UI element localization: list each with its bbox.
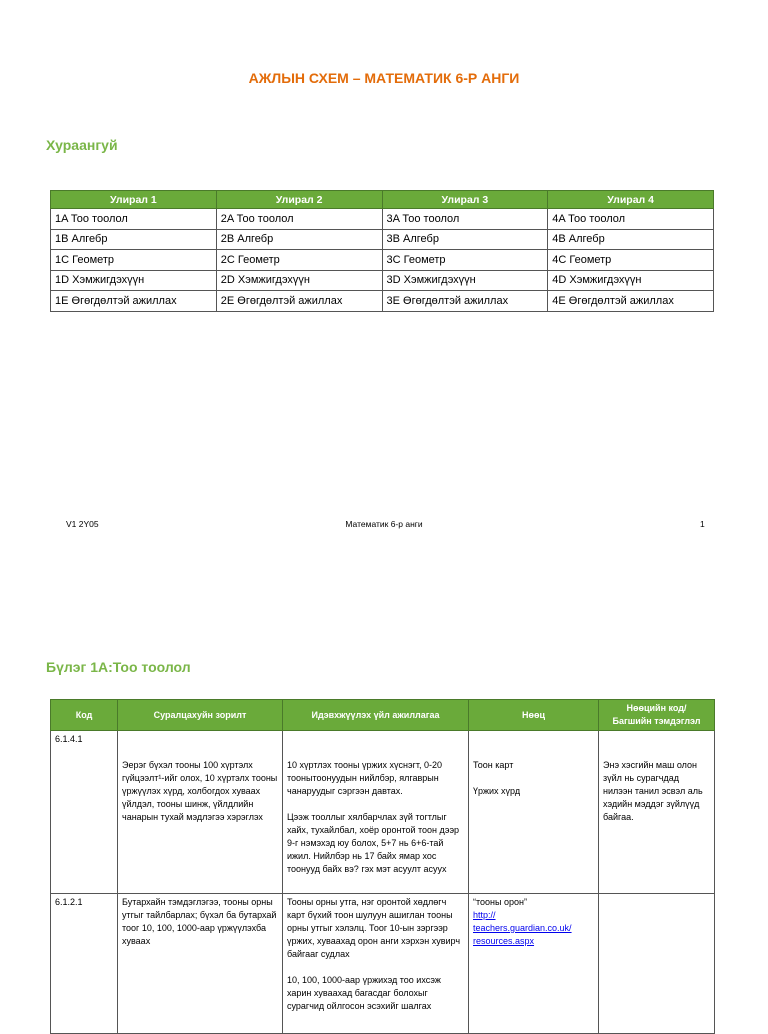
table-cell: 1E Өгөгдөлтэй ажиллах: [51, 291, 217, 312]
table-row: [51, 250, 714, 271]
table-cell: 4B Алгебр: [548, 229, 714, 250]
terms-overview-table: [50, 190, 714, 312]
learning-objective: Бутархайн тэмдэглэгээ, тооны орны утгыг тайлбарлах; бүхэл ба бутархай тоог 10, 100, 1000-аар үржүүлэхба хуваах: [118, 894, 283, 1034]
term-header-1: Улирал 1: [51, 191, 217, 209]
table-cell: 1C Геометр: [51, 250, 217, 271]
resource-list: “тооны орон”: [473, 897, 527, 907]
term-header-3: Улирал 3: [382, 191, 548, 209]
objective-column-header: Суралцахуйн зорилт: [118, 700, 283, 731]
document-title: АЖЛЫН СХЕМ – МАТЕМАТИК 6-Р АНГИ: [248, 70, 520, 86]
table-cell: 3A Тоо тоолол: [382, 209, 548, 230]
resource-column-header: Нөөц: [469, 700, 599, 731]
footer-version: V1 2Y05: [66, 519, 99, 529]
table-cell: 4A Тоо тоолол: [548, 209, 714, 230]
term-header-2: Улирал 2: [216, 191, 382, 209]
table-cell: 2A Тоо тоолол: [216, 209, 382, 230]
unit-heading: Бүлэг 1A:Тоо тоолол: [46, 659, 191, 675]
resource-list: Тоон карт Үржих хүрд: [469, 731, 599, 894]
resource-cell: [469, 894, 599, 1034]
table-cell: 1A Тоо тоолол: [51, 209, 217, 230]
table-cell: 4C Геометр: [548, 250, 714, 271]
term-header-4: Улирал 4: [548, 191, 714, 209]
overview-heading: Хураангуй: [46, 137, 118, 153]
table-cell: 2C Геометр: [216, 250, 382, 271]
table-row: [51, 270, 714, 291]
table-cell: 4E Өгөгдөлтэй ажиллах: [548, 291, 714, 312]
teacher-notes: Энэ хэсгийн маш олон зүйл нь сурагчдад нилээн танил эсвэл аль хэдийн мэддэг зүйлүүд байгаа.: [599, 731, 715, 894]
lesson-plan-table: [50, 699, 715, 1034]
lesson-header-row: [51, 700, 715, 731]
table-cell: 2B Алгебр: [216, 229, 382, 250]
table-cell: 3E Өгөгдөлтэй ажиллах: [382, 291, 548, 312]
notes-column-header: Нөөцийн код/ Багшийн тэмдэглэл: [599, 700, 715, 731]
footer-page-number: 1: [700, 519, 705, 529]
objective-code: 6.1.2.1: [51, 894, 118, 1034]
table-cell: 3C Геометр: [382, 250, 548, 271]
activity-description: Тооны орны утга, нэг оронтой хөдлөгч карт бүхий тоон шулуун ашиглан тооны орны утгыг хэлэлц. Тоог 10-ын зэргээр үржих, хуваахад орон анги хэрхэн хувирч байгааг судлах 10, 100, 1000-аар үржихэд тоо ихсэж харин хуваахад багасдаг болохыг сурагчид ойлгосон эсэхийг шалгах: [283, 894, 469, 1034]
table-cell: 1D Хэмжигдэхүүн: [51, 270, 217, 291]
code-column-header: Код: [51, 700, 118, 731]
terms-header-row: [51, 191, 714, 209]
table-row: [51, 731, 715, 894]
table-cell: 3B Алгебр: [382, 229, 548, 250]
activity-description: 10 хүртлэх тооны үржих хүснэгт, 0-20 тоонытоонуудын нийлбэр, ялгаврын чанаруудыг сэргээн давтах. Цээж тооллыг хялбарчлах зүй тогтлыг хайх, тухайлбал, хоёр оронтой тоон дээр 9-г нэмэхэд юу болох, 5+7 нь 6+6-тай ижил. Нийлбэр нь 17 байх ямар хос тоонууд байх вэ? гэх мэт асуулт асуух: [283, 731, 469, 894]
table-row: [51, 229, 714, 250]
table-cell: 1B Алгебр: [51, 229, 217, 250]
learning-objective: Эерэг бүхэл тооны 100 хүртэлх гүйцээлт¹-ийг олох, 10 хүртэлх тооны үржүүлэх хүрд, холбогдох хуваах үйлдэл, тооны шинж, үйлдлийн чанарын тухай мэдлэгээ хэрэглэх: [118, 731, 283, 894]
table-row: [51, 209, 714, 230]
table-cell: 4D Хэмжигдэхүүн: [548, 270, 714, 291]
footer-subject: Математик 6-р анги: [345, 519, 423, 529]
table-cell: 2D Хэмжигдэхүүн: [216, 270, 382, 291]
objective-code: 6.1.4.1: [51, 731, 118, 894]
table-cell: 3D Хэмжигдэхүүн: [382, 270, 548, 291]
table-row: [51, 291, 714, 312]
activity-column-header: Идэвхжүүлэх үйл ажиллагаа: [283, 700, 469, 731]
table-cell: 2E Өгөгдөлтэй ажиллах: [216, 291, 382, 312]
table-row: [51, 894, 715, 1034]
teacher-notes: [599, 894, 715, 1034]
resource-link[interactable]: http:// teachers.guardian.co.uk/ resources.aspx: [473, 910, 572, 946]
